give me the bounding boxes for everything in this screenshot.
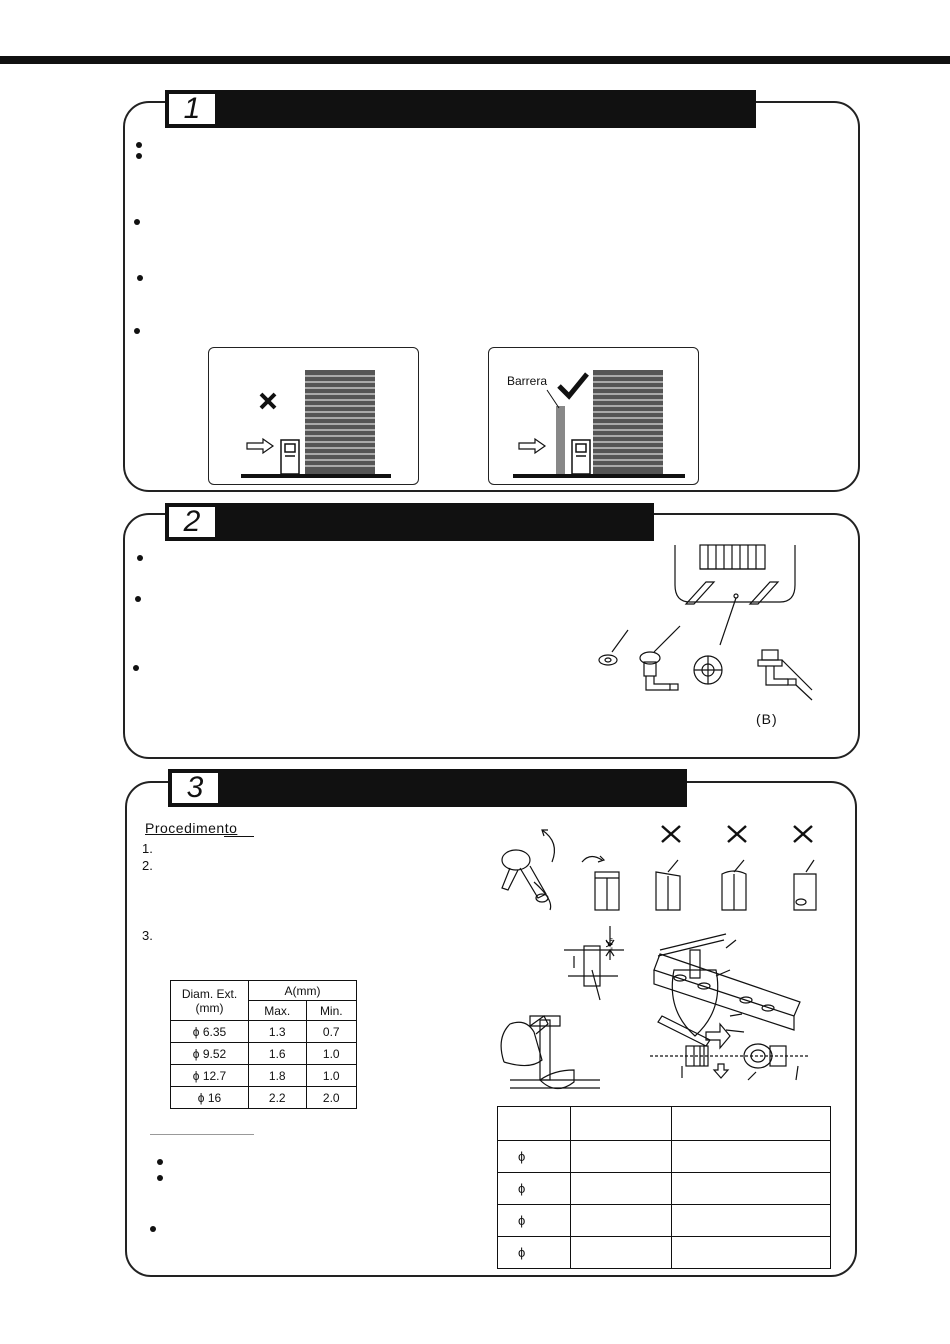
procedure-title: Procedimento — [145, 820, 238, 836]
section-2-header — [165, 503, 654, 541]
min-cell: 0.7 — [306, 1021, 356, 1043]
section-3-header — [168, 769, 687, 807]
section-1-number: 1 — [169, 94, 215, 124]
flaring-tool-figure — [490, 920, 835, 1098]
header-a: A(mm) — [249, 981, 357, 1001]
header-diam-cell — [171, 981, 249, 1021]
bullet — [133, 665, 139, 671]
table-row — [171, 1043, 357, 1065]
section-2-number: 2 — [169, 507, 215, 537]
outdoor-unit — [572, 440, 590, 474]
figure-correct-installation — [488, 347, 699, 485]
brick-wall — [305, 370, 375, 474]
bullet — [157, 1175, 163, 1181]
torque-diam-cell: ϕ — [498, 1237, 571, 1269]
barrier-leader — [547, 390, 559, 408]
figure-wrong-installation — [208, 347, 419, 485]
bullet — [137, 555, 143, 561]
torque-header-cell — [571, 1107, 672, 1141]
torque-cell — [672, 1237, 831, 1269]
pipe-cutting-figure — [490, 822, 835, 922]
bullet — [134, 219, 140, 225]
max-cell: 1.8 — [249, 1065, 307, 1087]
torque-cell — [571, 1237, 672, 1269]
torque-header-cell — [498, 1107, 571, 1141]
torque-cell — [672, 1173, 831, 1205]
table-row — [171, 1087, 357, 1109]
torque-cell — [672, 1205, 831, 1237]
cross-mark-icon — [261, 394, 275, 408]
note-rule — [150, 1134, 254, 1135]
table-row — [498, 1205, 831, 1237]
torque-diam-cell: ϕ — [498, 1141, 571, 1173]
diam-cell: ϕ 9.52 — [171, 1043, 249, 1065]
header-min: Min. — [306, 1001, 356, 1021]
min-cell: 1.0 — [306, 1065, 356, 1087]
table-row — [498, 1173, 831, 1205]
torque-cell — [571, 1173, 672, 1205]
check-mark-icon — [559, 374, 587, 396]
torque-cell — [571, 1205, 672, 1237]
header-max: Max. — [249, 1001, 307, 1021]
barrier — [556, 406, 565, 474]
bullet — [135, 596, 141, 602]
table-row — [171, 1021, 357, 1043]
figure-b-label: (B) — [756, 711, 778, 727]
min-cell: 2.0 — [306, 1087, 356, 1109]
ground-line — [513, 474, 685, 478]
table-row — [171, 1065, 357, 1087]
table-row — [498, 1237, 831, 1269]
max-cell: 1.3 — [249, 1021, 307, 1043]
ground-line — [241, 474, 391, 478]
min-cell: 1.0 — [306, 1043, 356, 1065]
a-dimension-label: "A" — [604, 938, 614, 951]
torque-cell — [571, 1141, 672, 1173]
step-3-number: 3. — [142, 928, 153, 943]
diam-cell: ϕ 16 — [171, 1087, 249, 1109]
bullet — [136, 142, 142, 148]
max-cell: 2.2 — [249, 1087, 307, 1109]
bullet — [137, 275, 143, 281]
bullet — [136, 153, 142, 159]
procedure-underline — [224, 836, 254, 837]
brick-wall — [593, 370, 663, 474]
wind-arrow-icon — [247, 439, 273, 453]
header-diam-unit: (mm) — [195, 1000, 224, 1015]
top-rule — [0, 56, 950, 64]
bullet — [150, 1226, 156, 1232]
drain-joint-figure — [590, 540, 820, 710]
torque-header-cell — [672, 1107, 831, 1141]
barrier-label: Barrera — [507, 374, 548, 388]
header-diam: Diam. Ext. — [181, 986, 238, 1001]
max-cell: 1.6 — [249, 1043, 307, 1065]
step-1-number: 1. — [142, 841, 153, 856]
diam-cell: ϕ 6.35 — [171, 1021, 249, 1043]
torque-cell — [672, 1141, 831, 1173]
section-1-header — [165, 90, 756, 128]
table-row — [498, 1107, 831, 1141]
table-row — [498, 1141, 831, 1173]
bullet — [157, 1159, 163, 1165]
flare-dimension-table — [170, 980, 357, 1109]
wind-arrow-icon — [519, 439, 545, 453]
diam-cell: ϕ 12.7 — [171, 1065, 249, 1087]
torque-diam-cell: ϕ — [498, 1205, 571, 1237]
torque-diam-cell: ϕ — [498, 1173, 571, 1205]
section-3-number: 3 — [172, 773, 218, 803]
step-2-number: 2. — [142, 858, 153, 873]
outdoor-unit — [281, 440, 299, 474]
torque-table — [497, 1106, 831, 1269]
cross-mark-icon — [662, 826, 812, 842]
bullet — [134, 328, 140, 334]
